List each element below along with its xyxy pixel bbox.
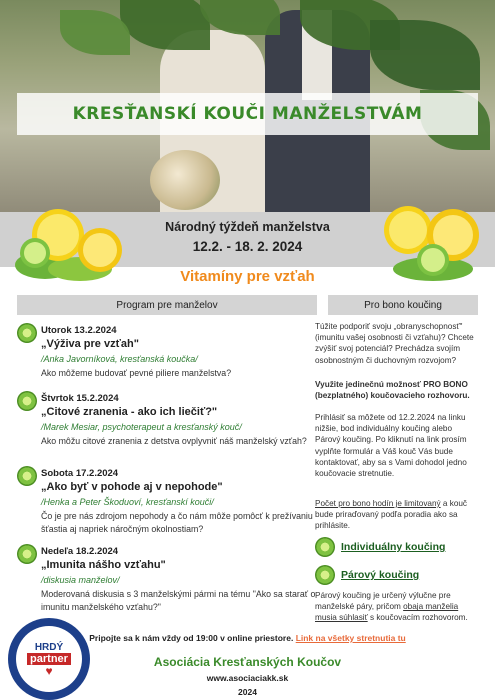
badge-inner — [16, 626, 82, 692]
couple-desc-underlined: obaja manželia musia súhlasiť — [315, 602, 459, 623]
pro-bono-instructions: Prihlásiť sa môžete od 12.2.2024 na linku nižšie, bod individuálny koučing alebo Párový koučing. Po kliknutí na link prosím vyplňte formulár a Váš kouč Vás bude kontaktovať, aby sa s Vami dohodol jedno koučovacie stretnutie. — [315, 413, 467, 479]
organization-name: Asociácia Kresťanských Koučov — [153, 655, 342, 669]
event-topic: „Výživa pre vzťah" — [41, 338, 139, 350]
limit-rest: a kouč bude priraďovaný podľa poradia ako sa prihlásite. — [315, 499, 468, 531]
event-speaker: /Anka Javorníková, kresťanská koučka/ — [41, 354, 198, 364]
individual-coaching-label[interactable]: Individuálny koučing — [341, 541, 446, 553]
event-description: Moderovaná diskusia s 3 manželskými pármi na tému "Ako sa starať o imunitu manželského vzťahu?" — [41, 589, 316, 612]
lime-icon — [17, 544, 37, 564]
event-item — [17, 391, 322, 461]
event-item — [17, 323, 322, 385]
couple-coaching-label[interactable]: Párový koučing — [341, 569, 420, 581]
pro-bono-offer: Využite jedinečnú možnosť PRO BONO (bezplatného) koučovacieho rozhovoru. — [315, 380, 470, 401]
couple-desc-part: s koučovacím rozhovorom. — [367, 613, 468, 623]
event-speaker: /diskusia manželov/ — [41, 575, 120, 585]
event-day: Nedeľa 18.2.2024 — [41, 546, 119, 557]
couple-desc-part: Párový koučing je určený výlučne pre manželské páry, pričom — [315, 591, 451, 612]
hero-photo — [0, 0, 495, 215]
title-band — [17, 93, 478, 135]
lime-icon — [17, 466, 37, 486]
badge-line2: partner — [27, 653, 71, 665]
event-speaker: /Henka a Peter Škoduoví, kresťanskí kouči/ — [41, 497, 214, 507]
event-topic: „Imunita nášho vzťahu" — [41, 559, 166, 571]
lime-icon — [315, 537, 335, 557]
badge-line1: HRDÝ — [34, 641, 64, 653]
pro-bono-limit — [315, 498, 477, 532]
individual-coaching-option[interactable] — [315, 537, 480, 557]
program-header: Program pre manželov — [17, 295, 317, 315]
event-day: Štvrtok 15.2.2024 — [41, 393, 119, 404]
website[interactable]: www.asociaciakk.sk — [206, 673, 289, 683]
bouquet — [150, 150, 220, 210]
couple-coaching-description — [315, 590, 477, 624]
week-title: Národný týždeň manželstva — [165, 220, 330, 234]
leaf-decoration — [370, 20, 480, 90]
year: 2024 — [238, 687, 257, 697]
lime-icon — [17, 323, 37, 343]
event-day: Utorok 13.2.2024 — [41, 325, 117, 336]
pro-bono-header: Pro bono koučing — [328, 295, 478, 315]
pro-bono-intro: Túžite podporiť svoju „obranyschopnosť" (imunitu vašej osobnosti či vzťahu)? Chcete zvýšiť svoj potenciál? Prechádza svojím osobnostným či duchovným rozvojom? — [315, 322, 474, 365]
heart-icon: ♥ — [45, 663, 53, 678]
meetings-link[interactable]: Link na všetky stretnutia tu — [295, 633, 406, 643]
event-topic: „Citové zranenia - ako ich liečiť?" — [41, 406, 218, 418]
event-description: Ako môžu citové zranenia z detstva ovplyvniť náš manželský vzťah? — [41, 436, 307, 446]
join-text: Pripojte sa k nám vždy od 19:00 v online priestore. — [89, 633, 294, 643]
proud-partner-badge — [8, 618, 90, 700]
event-description: Ako môžeme budovať pevné piliere manželstva? — [41, 368, 232, 378]
event-item — [17, 466, 322, 538]
event-description: Čo je pre nás zdrojom nepohody a čo nám môže pomôcť k prežívaniu šťastia aj napriek náročným okolnostiam? — [41, 511, 313, 534]
couple-coaching-option[interactable] — [315, 565, 480, 585]
event-speaker: /Marek Mesiar, psychoterapeut a kresťanský kouč/ — [41, 422, 242, 432]
leaf-decoration — [120, 0, 210, 50]
lime-icon — [315, 565, 335, 585]
event-day: Sobota 17.2.2024 — [41, 468, 119, 479]
date-range: 12.2. - 18. 2. 2024 — [192, 239, 303, 254]
lime-icon — [17, 391, 37, 411]
event-topic: „Ako byť v pohode aj v nepohode" — [41, 481, 223, 493]
event-item — [17, 544, 322, 622]
page-title: KRESŤANSKÍ KOUČI MANŽELSTVÁM — [72, 104, 423, 124]
limit-underlined: Počet pro bono hodín je limitovaný — [315, 499, 441, 508]
tagline: Vitamíny pre vzťah — [180, 268, 315, 285]
